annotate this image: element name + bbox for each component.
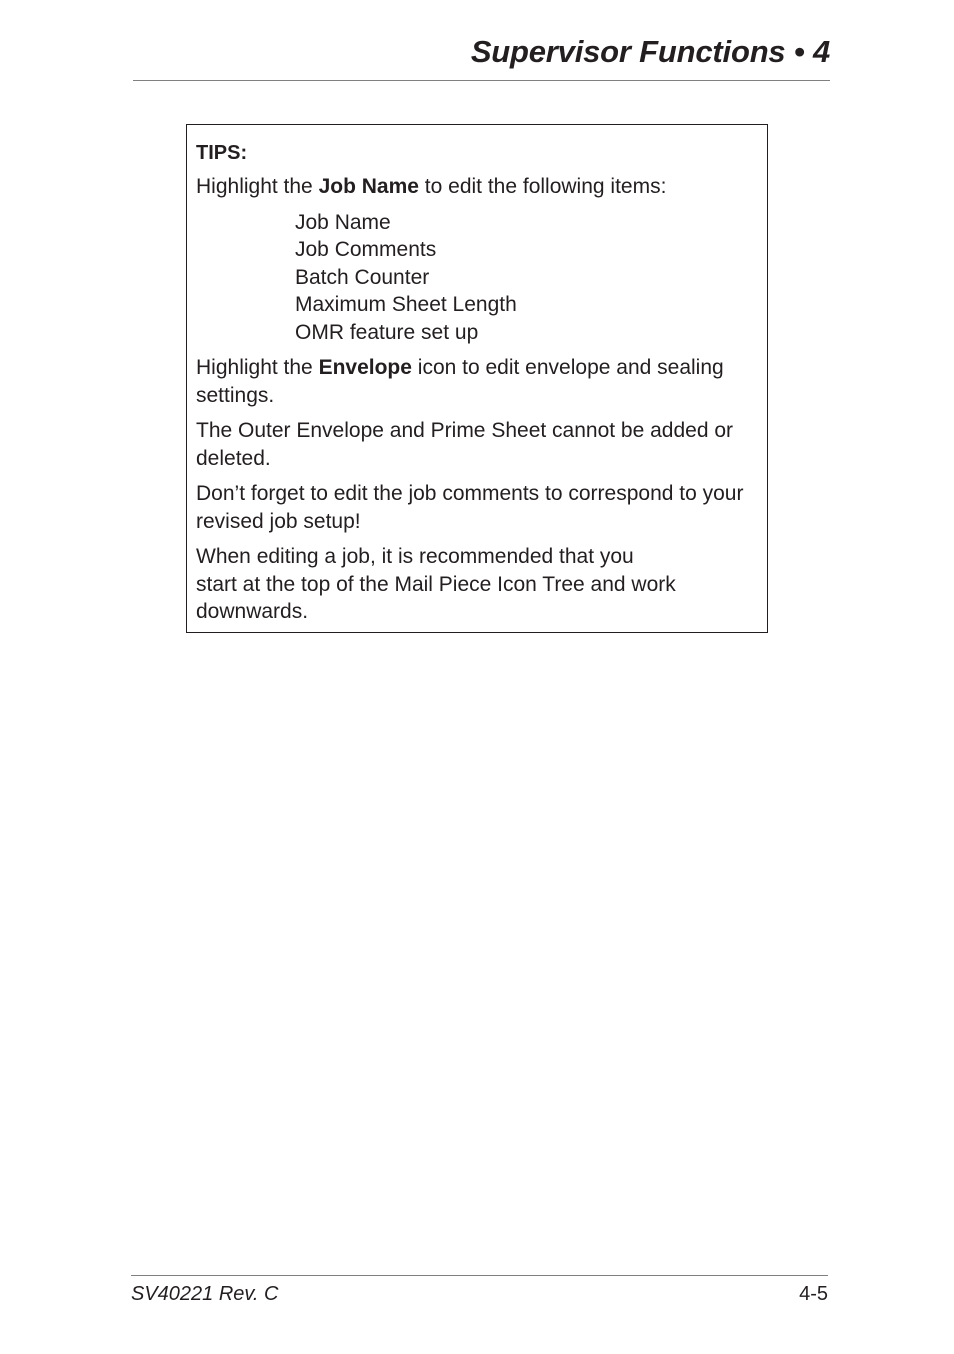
tip-job-name-bold: Job Name <box>318 175 419 198</box>
page-header <box>133 28 830 81</box>
list-item: Batch Counter <box>295 265 430 289</box>
tip-envelope-before: Highlight the <box>196 356 319 379</box>
tip-editing-order <box>196 543 757 626</box>
document-id: SV40221 Rev. C <box>131 1283 279 1305</box>
tip-editing-order-line1: When editing a job, it is recommended that you <box>196 545 634 568</box>
tip-job-name-after: to edit the following items: <box>418 175 667 198</box>
tips-heading: TIPS: <box>196 142 248 164</box>
page-title: Supervisor Functions • 4 <box>470 34 830 69</box>
list-item: Maximum Sheet Length <box>295 293 517 316</box>
tip-job-comments: Don’t forget to edit the job comments to correspond to your revised job setup! <box>196 482 744 533</box>
tip-outer-envelope: The Outer Envelope and Prime Sheet cannot be added or deleted. <box>196 419 734 470</box>
job-name-items-list <box>196 209 757 347</box>
list-item: Job Comments <box>295 238 437 261</box>
list-item: Job Name <box>295 210 391 234</box>
tip-envelope-after: icon to edit envelope and sealing settings. <box>196 356 724 407</box>
tip-job-name <box>196 173 757 201</box>
tip-envelope <box>196 354 757 409</box>
tips-box <box>186 124 768 633</box>
page-footer <box>131 1275 828 1305</box>
tip-editing-order-line2: start at the top of the Mail Piece Icon Tree and work downwards. <box>196 572 676 623</box>
page-number: 4-5 <box>799 1283 828 1305</box>
tip-job-name-before: Highlight the <box>196 175 319 198</box>
tip-envelope-bold: Envelope <box>318 356 412 379</box>
list-item: OMR feature set up <box>295 320 479 344</box>
